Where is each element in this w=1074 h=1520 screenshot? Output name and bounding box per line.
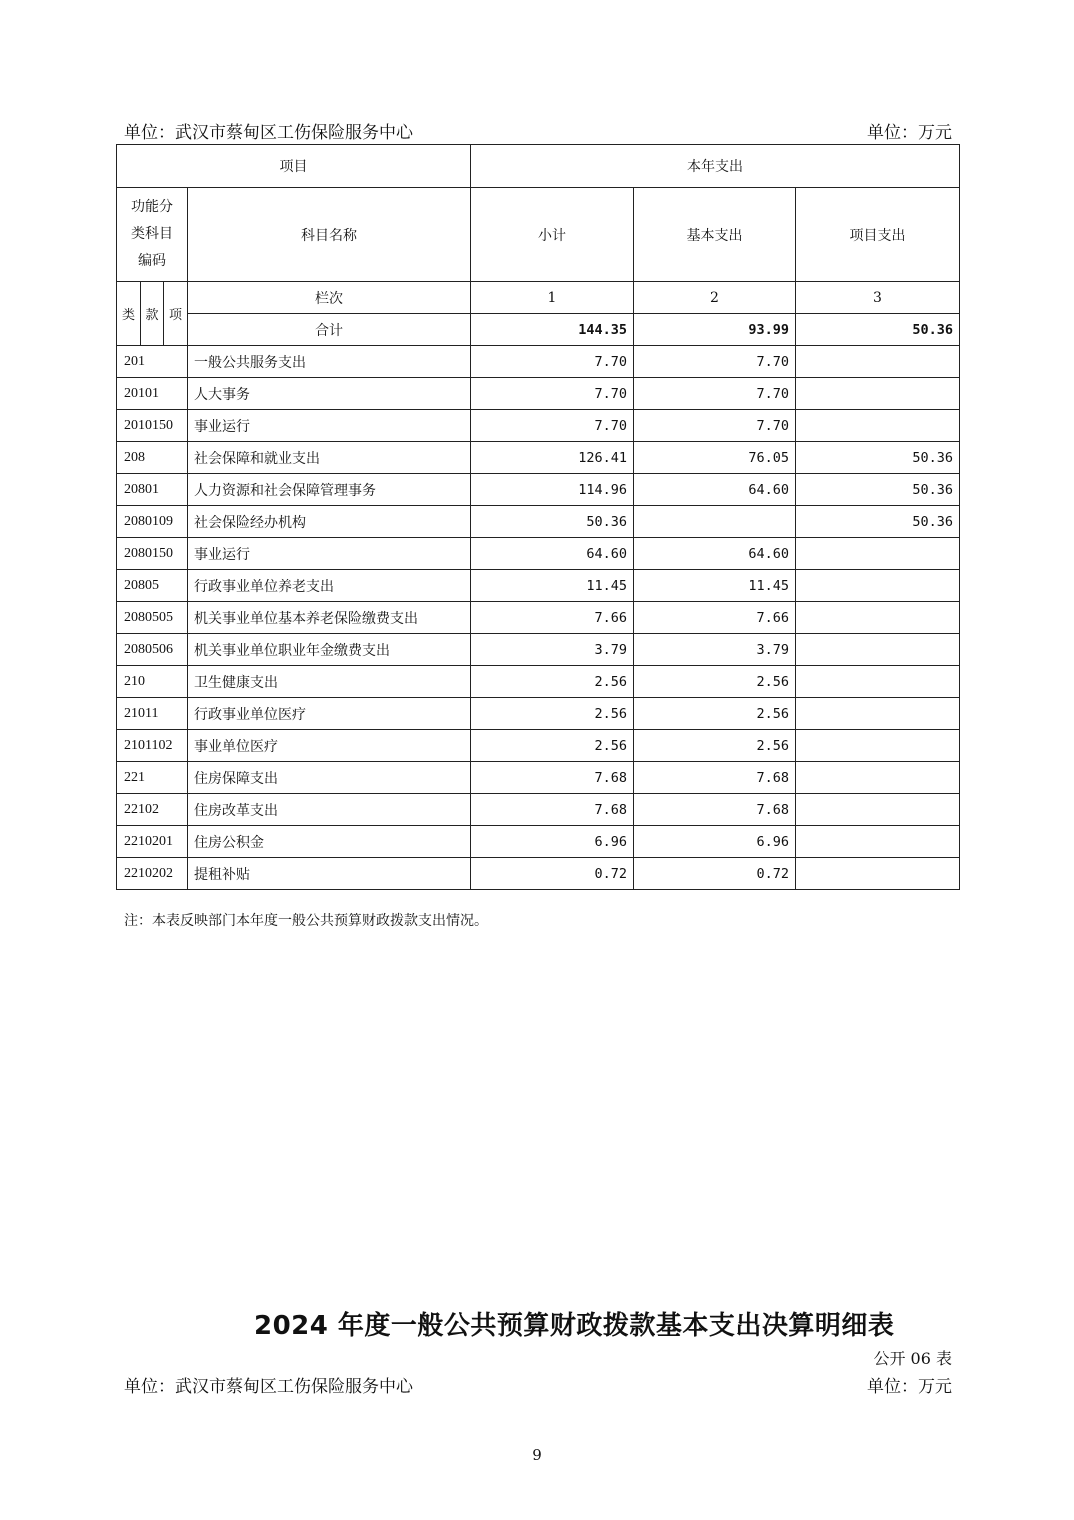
total-row	[117, 314, 960, 346]
table-body	[117, 346, 960, 890]
row-project	[796, 570, 960, 602]
next-unit-measure: 单位：万元	[867, 1377, 952, 1397]
header-xiang: 项	[164, 282, 188, 346]
row-project	[796, 826, 960, 858]
row-subtotal: 2.56	[471, 730, 634, 762]
unit-measure: 单位：万元	[867, 123, 952, 143]
next-table-title: 2024 年度一般公共预算财政拨款基本支出决算明细表	[254, 1311, 895, 1341]
table-row	[117, 666, 960, 698]
row-basic: 7.68	[634, 794, 796, 826]
row-subtotal: 126.41	[471, 442, 634, 474]
row-basic: 6.96	[634, 826, 796, 858]
row-code: 201	[117, 346, 188, 378]
row-project	[796, 730, 960, 762]
row-basic: 7.68	[634, 762, 796, 794]
row-basic: 2.56	[634, 698, 796, 730]
table-row	[117, 474, 960, 506]
row-code: 22102	[117, 794, 188, 826]
table-row	[117, 602, 960, 634]
row-name: 事业运行	[188, 410, 471, 442]
row-basic: 76.05	[634, 442, 796, 474]
next-unit-name: 单位：武汉市蔡甸区工伤保险服务中心	[124, 1377, 413, 1397]
row-name: 行政事业单位养老支出	[188, 570, 471, 602]
row-subtotal: 7.70	[471, 410, 634, 442]
row-basic	[634, 506, 796, 538]
row-project	[796, 378, 960, 410]
row-code: 20805	[117, 570, 188, 602]
row-subtotal: 3.79	[471, 634, 634, 666]
next-unit-header	[124, 1372, 952, 1397]
row-code: 208	[117, 442, 188, 474]
table-row	[117, 442, 960, 474]
column-number-3: 3	[796, 282, 960, 314]
row-basic: 7.70	[634, 346, 796, 378]
row-subtotal: 50.36	[471, 506, 634, 538]
row-name: 社会保险经办机构	[188, 506, 471, 538]
header-lei: 类	[117, 282, 141, 346]
row-subtotal: 11.45	[471, 570, 634, 602]
table-row	[117, 826, 960, 858]
table-row	[117, 794, 960, 826]
row-basic: 7.66	[634, 602, 796, 634]
row-basic: 2.56	[634, 730, 796, 762]
table-row	[117, 730, 960, 762]
row-name: 提租补贴	[188, 858, 471, 890]
header-row-2	[117, 188, 960, 282]
row-basic: 7.70	[634, 378, 796, 410]
row-project	[796, 346, 960, 378]
row-project	[796, 666, 960, 698]
row-name: 住房公积金	[188, 826, 471, 858]
row-code: 2080150	[117, 538, 188, 570]
row-project: 50.36	[796, 442, 960, 474]
row-project	[796, 858, 960, 890]
row-code: 2210202	[117, 858, 188, 890]
row-basic: 3.79	[634, 634, 796, 666]
table-row	[117, 762, 960, 794]
row-code: 20101	[117, 378, 188, 410]
header-lanci: 栏次	[188, 282, 471, 314]
row-subtotal: 114.96	[471, 474, 634, 506]
row-code: 21011	[117, 698, 188, 730]
row-project: 50.36	[796, 506, 960, 538]
row-subtotal: 7.70	[471, 346, 634, 378]
row-subtotal: 0.72	[471, 858, 634, 890]
table-row	[117, 506, 960, 538]
page-number: 9	[532, 1446, 542, 1464]
row-code: 2010150	[117, 410, 188, 442]
row-subtotal: 7.68	[471, 794, 634, 826]
row-subtotal: 2.56	[471, 666, 634, 698]
table-row	[117, 346, 960, 378]
row-project	[796, 698, 960, 730]
row-basic: 64.60	[634, 538, 796, 570]
total-basic: 93.99	[634, 314, 796, 346]
row-name: 人力资源和社会保障管理事务	[188, 474, 471, 506]
row-name: 卫生健康支出	[188, 666, 471, 698]
header-subtotal: 小计	[471, 188, 634, 282]
row-subtotal: 7.66	[471, 602, 634, 634]
table-row	[117, 634, 960, 666]
header-kuan: 款	[141, 282, 164, 346]
row-code: 221	[117, 762, 188, 794]
row-basic: 2.56	[634, 666, 796, 698]
table-row	[117, 858, 960, 890]
total-subtotal: 144.35	[471, 314, 634, 346]
header-item: 项目	[117, 145, 471, 188]
header-project: 项目支出	[796, 188, 960, 282]
row-subtotal: 2.56	[471, 698, 634, 730]
row-code: 2080109	[117, 506, 188, 538]
row-basic: 7.70	[634, 410, 796, 442]
total-label: 合计	[188, 314, 471, 346]
unit-header	[124, 118, 952, 143]
row-basic: 0.72	[634, 858, 796, 890]
row-name: 行政事业单位医疗	[188, 698, 471, 730]
row-name: 机关事业单位职业年金缴费支出	[188, 634, 471, 666]
header-row-1	[117, 145, 960, 188]
row-project	[796, 602, 960, 634]
row-name: 人大事务	[188, 378, 471, 410]
row-code: 20801	[117, 474, 188, 506]
row-name: 一般公共服务支出	[188, 346, 471, 378]
column-number-2: 2	[634, 282, 796, 314]
row-project	[796, 538, 960, 570]
row-basic: 64.60	[634, 474, 796, 506]
row-name: 机关事业单位基本养老保险缴费支出	[188, 602, 471, 634]
header-row-3	[117, 282, 960, 314]
row-project	[796, 410, 960, 442]
row-code: 2080505	[117, 602, 188, 634]
header-basic: 基本支出	[634, 188, 796, 282]
table-row	[117, 410, 960, 442]
table-row	[117, 570, 960, 602]
next-table-tag: 公开 06 表	[873, 1349, 952, 1368]
row-code: 2101102	[117, 730, 188, 762]
row-name: 社会保障和就业支出	[188, 442, 471, 474]
table-row	[117, 538, 960, 570]
row-project	[796, 794, 960, 826]
row-subtotal: 7.70	[471, 378, 634, 410]
row-name: 事业运行	[188, 538, 471, 570]
table-note: 注：本表反映部门本年度一般公共预算财政拨款支出情况。	[124, 913, 488, 929]
header-function-code: 功能分类科目编码	[117, 188, 188, 282]
unit-name: 单位：武汉市蔡甸区工伤保险服务中心	[124, 123, 413, 143]
row-code: 2210201	[117, 826, 188, 858]
table-row	[117, 698, 960, 730]
row-code: 210	[117, 666, 188, 698]
table-row	[117, 378, 960, 410]
total-project: 50.36	[796, 314, 960, 346]
row-subtotal: 6.96	[471, 826, 634, 858]
header-current-year: 本年支出	[471, 145, 960, 188]
column-number-1: 1	[471, 282, 634, 314]
row-subtotal: 7.68	[471, 762, 634, 794]
row-project: 50.36	[796, 474, 960, 506]
row-name: 住房保障支出	[188, 762, 471, 794]
row-project	[796, 634, 960, 666]
row-code: 2080506	[117, 634, 188, 666]
row-name: 住房改革支出	[188, 794, 471, 826]
expenditure-table	[116, 144, 960, 890]
row-subtotal: 64.60	[471, 538, 634, 570]
row-project	[796, 762, 960, 794]
row-basic: 11.45	[634, 570, 796, 602]
header-subject-name: 科目名称	[188, 188, 471, 282]
row-name: 事业单位医疗	[188, 730, 471, 762]
